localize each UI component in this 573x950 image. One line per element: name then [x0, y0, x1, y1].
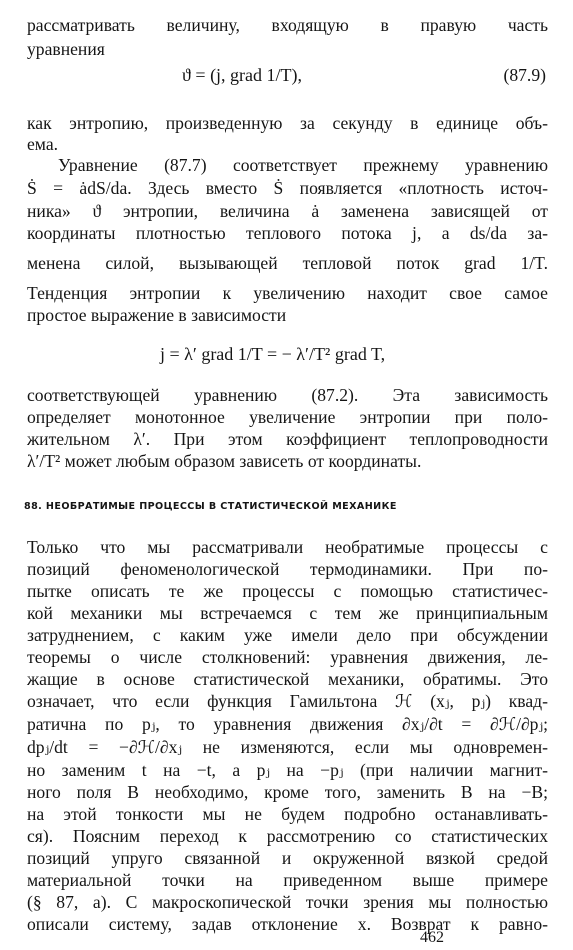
text-line: ся). Поясним переход к рассмотрению со статистических	[27, 826, 548, 846]
text-line: позиций феноменологической термодинамики. При по-	[27, 559, 548, 579]
text-line: пытке описать те же процессы с помощью статистичес-	[27, 581, 548, 601]
text-line: означает, что если функция Гамильтона ℋ (xⱼ, pⱼ) квад-	[27, 691, 548, 711]
text-line: ного поля B необходимо, кроме того, заменить B на −B;	[27, 782, 548, 802]
text-line: менена силой, вызывающей тепловой поток grad 1/T.	[27, 253, 548, 273]
text-line: затруднением, с каким уже имели дело при обсуждении	[27, 625, 548, 645]
text-line: на этой тонкости мы не будем подробно останавливать-	[27, 804, 548, 824]
text-line: рассматривать величину, входящую в правую часть	[27, 15, 548, 35]
page-number: 462	[420, 929, 444, 946]
text-line: dpⱼ/dt = −∂ℋ/∂xⱼ не изменяются, если мы одновремен-	[27, 737, 548, 757]
text-line: (§ 87, а). С макроскопической точки зрения мы полностью	[27, 892, 548, 912]
text-line: описали систему, задав отклонение x. Возврат к равно-	[27, 914, 548, 934]
text-line: материальной точки на приведенном выше примере	[27, 870, 548, 890]
text-line: позиций упруго связанной и окруженной вязкой средой	[27, 848, 548, 868]
text-line: теоремы о числе столкновений: уравнения движения, ле-	[27, 647, 548, 667]
section-heading: 88. НЕОБРАТИМЫЕ ПРОЦЕССЫ В СТАТИСТИЧЕСКОЙ МЕХАНИКЕ	[24, 501, 397, 512]
text-line: соответствующей уравнению (87.2). Эта зависимость	[27, 385, 548, 405]
text-line: жащие в основе статистической механики, обратимы. Это	[27, 669, 548, 689]
text-line: но заменим t на −t, а pⱼ на −pⱼ (при наличии магнит-	[27, 760, 548, 780]
text-line: определяет монотонное увеличение энтропии при поло-	[27, 407, 548, 427]
text-line: ратична по pⱼ, то уравнения движения ∂xⱼ/∂t = ∂ℋ/∂pⱼ;	[27, 714, 548, 734]
text-line: жительном λ′. При этом коэффициент теплопроводности	[27, 429, 548, 449]
text-line: Тенденция энтропии к увеличению находит свое самое	[27, 283, 548, 303]
equation-j: j = λ′ grad 1/T = − λ′/T² grad T,	[160, 344, 386, 364]
text-line: координаты плотностью теплового потока j, а ds/da за-	[27, 223, 548, 243]
text-line: Только что мы рассматривали необратимые процессы с	[27, 537, 548, 557]
text-line: ема.	[27, 134, 59, 154]
text-line: Уравнение (87.7) соответствует прежнему уравнению	[58, 155, 548, 175]
equation-87-9: ϑ = (j, grad 1/T),	[182, 65, 303, 85]
text-line: ника» ϑ энтропии, величина ȧ заменена зависящей от	[27, 201, 548, 221]
text-line: простое выражение в зависимости	[27, 305, 287, 325]
text-line: Ṡ = ȧdS/da. Здесь вместо Ṡ появляется «плотность источ-	[27, 178, 548, 198]
equation-number: (87.9)	[503, 65, 546, 85]
text-line: λ′/T² может любым образом зависеть от координаты.	[27, 451, 422, 471]
text-line: уравнения	[27, 39, 105, 59]
text-line: как энтропию, произведенную за секунду в единице объ-	[27, 113, 548, 133]
text-line: кой механики мы встречаемся с тем же принципиальным	[27, 603, 548, 623]
